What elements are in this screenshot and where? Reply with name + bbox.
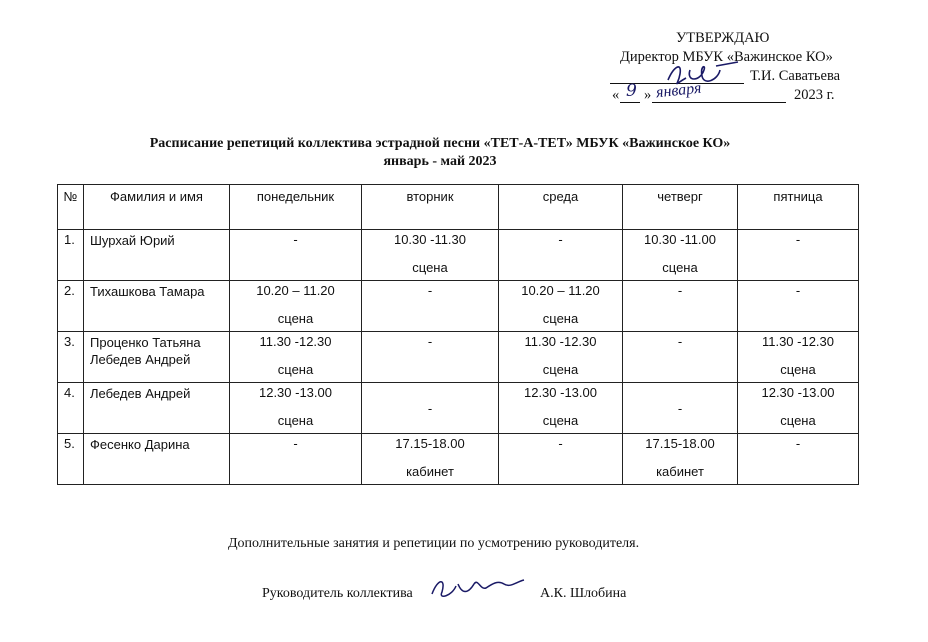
- table-header-row: [58, 185, 859, 230]
- approval-day: 9: [626, 81, 637, 101]
- table-row: [58, 281, 859, 332]
- table-row: [58, 434, 859, 485]
- row-person-name: [84, 230, 230, 281]
- person-name: Проценко Татьяна: [90, 335, 201, 350]
- cell-place: сцена: [542, 311, 579, 326]
- person-name: Шурхай Юрий: [90, 233, 175, 248]
- cell-place: сцена: [277, 311, 314, 326]
- cell-time: -: [427, 334, 433, 349]
- cell-time: -: [293, 232, 298, 247]
- person-name: Тихашкова Тамара: [90, 284, 205, 299]
- date-open-quote: «: [612, 87, 620, 103]
- document-subtitle: январь - май 2023: [383, 154, 497, 169]
- cell-time: 12.30 -13.00: [761, 385, 835, 400]
- cell-place: кабинет: [656, 464, 704, 479]
- leader-name: А.К. Шлобина: [540, 586, 627, 601]
- cell-place: сцена: [277, 362, 314, 377]
- cell-tuesday: [362, 383, 499, 434]
- cell-monday: [230, 230, 362, 281]
- row-person-name: [84, 434, 230, 485]
- cell-time: -: [677, 283, 683, 298]
- cell-time: 10.20 – 11.20: [521, 283, 600, 298]
- cell-time: -: [293, 436, 298, 451]
- cell-friday: [738, 230, 859, 281]
- row-number: 4.: [58, 383, 84, 434]
- table-row: [58, 332, 859, 383]
- day-underline: [620, 102, 640, 103]
- row-person-name: [84, 383, 230, 434]
- cell-time: -: [558, 436, 563, 451]
- cell-place: сцена: [542, 362, 579, 377]
- cell-tuesday: [362, 434, 499, 485]
- cell-time: 12.30 -13.00: [523, 385, 597, 400]
- cell-tuesday: [362, 332, 499, 383]
- cell-thursday: [623, 281, 738, 332]
- cell-time: -: [427, 401, 433, 416]
- row-number: 3.: [58, 332, 84, 383]
- month-underline: [652, 102, 786, 103]
- cell-friday: [738, 281, 859, 332]
- header-friday: пятница: [738, 185, 859, 230]
- cell-thursday: [623, 434, 738, 485]
- cell-friday: [738, 434, 859, 485]
- cell-time: 10.30 -11.30: [393, 232, 467, 247]
- header-monday: понедельник: [230, 185, 362, 230]
- row-person-name: [84, 281, 230, 332]
- person-name: Лебедев Андрей: [90, 386, 191, 401]
- approval-month: января: [655, 79, 703, 102]
- cell-thursday: [623, 230, 738, 281]
- row-person-name: [84, 332, 230, 383]
- cell-time: 17.15-18.00: [395, 436, 465, 451]
- cell-place: сцена: [277, 413, 314, 428]
- row-number: 2.: [58, 281, 84, 332]
- cell-wednesday: [499, 383, 623, 434]
- leader-signature: [428, 572, 528, 602]
- cell-friday: [738, 383, 859, 434]
- additional-note: Дополнительные занятия и репетиции по усмотрению руководителя.: [228, 536, 640, 551]
- cell-time: 10.20 – 11.20: [256, 283, 335, 298]
- cell-wednesday: [499, 230, 623, 281]
- cell-tuesday: [362, 230, 499, 281]
- person-name-second: Лебедев Андрей: [90, 352, 191, 367]
- cell-time: -: [795, 232, 801, 247]
- table-row: [58, 230, 859, 281]
- cell-place: сцена: [780, 362, 816, 377]
- cell-place: сцена: [662, 260, 698, 275]
- cell-time: -: [795, 283, 801, 298]
- cell-monday: [230, 383, 362, 434]
- document-title: Расписание репетиций коллектива эстрадной песни «ТЕТ-А-ТЕТ» МБУК «Важинское КО»: [149, 136, 731, 151]
- person-name: Фесенко Дарина: [90, 437, 190, 452]
- cell-wednesday: [499, 434, 623, 485]
- approval-position: Директор МБУК «Важинское КО»: [620, 49, 833, 65]
- cell-time: -: [558, 232, 563, 247]
- cell-thursday: [623, 383, 738, 434]
- cell-time: -: [427, 283, 433, 298]
- header-wednesday: среда: [499, 185, 623, 230]
- cell-place: кабинет: [406, 464, 454, 479]
- date-close-quote: »: [644, 87, 652, 103]
- cell-time: -: [795, 436, 801, 451]
- cell-place: сцена: [412, 260, 448, 275]
- cell-time: 12.30 -13.00: [258, 385, 332, 400]
- cell-time: 11.30 -12.30: [259, 334, 332, 349]
- cell-wednesday: [499, 332, 623, 383]
- approval-title: УТВЕРЖДАЮ: [676, 30, 770, 46]
- approval-name: Т.И. Саватьева: [750, 68, 841, 84]
- header-number: №: [58, 185, 84, 230]
- cell-time: 11.30 -12.30: [761, 334, 835, 349]
- cell-wednesday: [499, 281, 623, 332]
- cell-thursday: [623, 332, 738, 383]
- schedule-table: [57, 184, 859, 485]
- cell-time: -: [677, 334, 683, 349]
- cell-place: сцена: [542, 413, 579, 428]
- header-name: Фамилия и имя: [84, 185, 230, 230]
- cell-tuesday: [362, 281, 499, 332]
- leader-label: Руководитель коллектива: [262, 586, 413, 601]
- approval-year: 2023 г.: [794, 87, 835, 103]
- cell-time: -: [677, 401, 683, 416]
- header-thursday: четверг: [623, 185, 738, 230]
- row-number: 5.: [58, 434, 84, 485]
- cell-monday: [230, 332, 362, 383]
- header-tuesday: вторник: [362, 185, 499, 230]
- table-row: [58, 383, 859, 434]
- cell-friday: [738, 332, 859, 383]
- cell-time: 10.30 -11.00: [643, 232, 717, 247]
- cell-time: 11.30 -12.30: [524, 334, 597, 349]
- cell-monday: [230, 281, 362, 332]
- cell-time: 17.15-18.00: [645, 436, 715, 451]
- cell-monday: [230, 434, 362, 485]
- cell-place: сцена: [780, 413, 816, 428]
- row-number: 1.: [58, 230, 84, 281]
